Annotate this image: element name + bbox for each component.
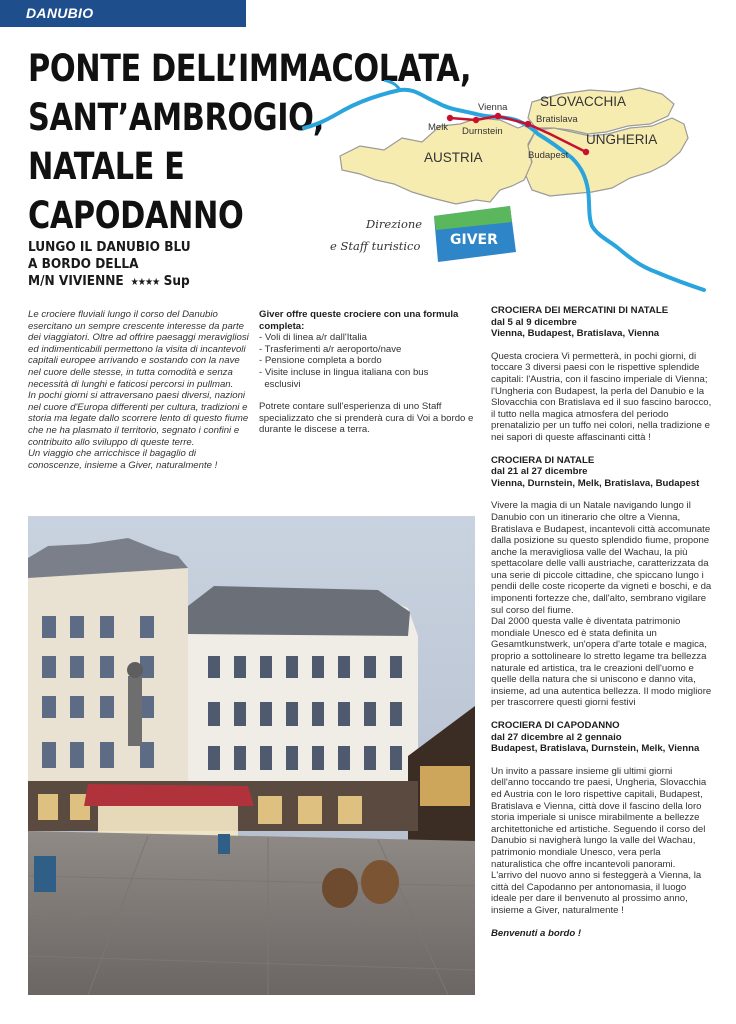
city-label: Bratislava bbox=[536, 114, 578, 125]
giver-logo: GIVER bbox=[450, 232, 498, 248]
rating-category: Sup bbox=[163, 273, 190, 289]
cruise-title: CROCIERA DI CAPODANNO bbox=[491, 720, 620, 731]
city-label: Melk bbox=[428, 122, 449, 133]
list-item: esclusivi bbox=[259, 378, 301, 390]
intro-paragraph: In pochi giorni si attraversano paesi diversi, nazioni nel cuore d'Europa differenti per cultura, tradizioni e storia ma legate dallo scorrere lento di questo fiume che ne ha plasmato il territorio, segnato i confini e contribuito allo sviluppo di queste terre. bbox=[28, 390, 249, 448]
title-line: SANT’AMBROGIO, bbox=[28, 96, 325, 139]
cruise-description: Un invito a passare insieme gli ultimi giorni dell'anno toccando tre paesi, Ungheria, Slovacchia ed Austria con le loro rispettive capitali, Budapest, Bratislava e Vienna, città dove il fascino della loro storia imperiale si unisce mirabilmente a bellezze architettoniche ed artistiche. Seguendo il corso del Danubio si navigherà lungo la valle del Wachau, patrimonio mondiale Unesco, vera perla naturalistica che offre incantevoli panorami. bbox=[491, 765, 707, 870]
country-label: AUSTRIA bbox=[424, 150, 483, 165]
city-dot-vienna bbox=[495, 113, 501, 119]
cruise-dates: dal 21 al 27 dicembre bbox=[491, 466, 588, 478]
cruise-dates: dal 27 dicembre al 2 gennaio bbox=[491, 731, 622, 743]
subtitle-ship-line bbox=[28, 273, 253, 291]
cruise-description: Dal 2000 questa valle è diventata patrimonio mondiale Unesco ed è stata definita un Gesamtkunstwerk, un'opera d'arte totale e magica, proprio a sottolineare lo stretto legame tra bellezza naturale ed artistica, tra le creazioni dell'uomo e quelle della natura che si uniscono e danno vita, insieme, ad una autentica bellezza. Il modo migliore per trascorrere questi giorni festivi bbox=[491, 616, 712, 709]
cruise-route: Vienna, Budapest, Bratislava, Vienna bbox=[491, 328, 660, 340]
intro-column bbox=[28, 309, 250, 471]
country-label: UNGHERIA bbox=[586, 132, 658, 147]
intro-paragraph: Le crociere fluviali lungo il corso del Danubio esercitano un sempre crescente interesse da parte dei viaggiatori. Oltre ad offrire paesaggi meravigliosi ed indimenticabili permettono la visita di incantevoli capitali europee arrivando e sostando con la nave nel cuore delle stesse, in tutta comodità e senza necessità di lunghi e faticosi percorsi in pullman. bbox=[28, 309, 249, 390]
formula-outro: Potrete contare sull'esperienza di uno Staff specializzato che si prenderà cura di Voi a bordo e durante le discese a terra. bbox=[259, 401, 474, 436]
city-dot-bratislava bbox=[525, 121, 531, 127]
list-item: - Pensione completa a bordo bbox=[259, 355, 382, 367]
list-item: - Voli di linea a/r dall'Italia bbox=[259, 332, 367, 344]
city-label: Durnstein bbox=[462, 126, 503, 137]
list-item: - Visite incluse in lingua italiana con bus bbox=[259, 366, 429, 378]
cruise-title: CROCIERA DEI MERCATINI DI NATALE bbox=[491, 305, 669, 316]
subtitle-line: A BORDO DELLA bbox=[28, 256, 139, 272]
danube-map bbox=[300, 80, 720, 300]
cruises-column bbox=[491, 305, 713, 939]
cruise-route: Vienna, Durnstein, Melk, Bratislava, Budapest bbox=[491, 477, 700, 489]
brand-tagline: e Staff turistico bbox=[330, 239, 421, 253]
formula-column bbox=[259, 309, 481, 436]
formula-intro: Giver offre queste crociere con una formula completa: bbox=[259, 309, 459, 332]
city-label: Budapest bbox=[528, 150, 569, 161]
subtitle-line: LUNGO IL DANUBIO BLU bbox=[28, 239, 191, 255]
title-line: CAPODANNO bbox=[28, 194, 244, 237]
title-line: NATALE E bbox=[28, 145, 185, 188]
list-item: - Trasferimenti a/r aeroporto/nave bbox=[259, 343, 402, 355]
cruise-description: L'arrivo del nuovo anno si festeggerà a Vienna, la città del Capodanno per antonomasia, il luogo ideale per dare il benvenuto al prossimo anno, insieme a Giver, naturalmente ! bbox=[491, 870, 702, 916]
river-tributary bbox=[384, 80, 400, 90]
cruise-description: Questa crociera Vi permetterà, in pochi giorni, di toccare 3 diversi paesi con le rispettive splendide capitali: l'Austria, con il fascino imperiale di Vienna; l'Ungheria con Budapest, la perla del Danubio e la Slovacchia con Bratislava ed il suo fascino barocco, il tutto nella magica atmosfera del periodo prenatalizio per un tuffo nei colori, nella tradizione e nei sapori di queste affascinanti città ! bbox=[491, 350, 712, 443]
cruise-dates: dal 5 al 9 dicembre bbox=[491, 316, 577, 328]
cruise-title: CROCIERA DI NATALE bbox=[491, 454, 595, 466]
country-label: SLOVACCHIA bbox=[540, 94, 627, 109]
city-dot-durnstein bbox=[473, 117, 479, 123]
cruise-route: Budapest, Bratislava, Durnstein, Melk, Vienna bbox=[491, 743, 700, 755]
city-dot-budapest bbox=[583, 149, 589, 155]
closing-line: Benvenuti a bordo ! bbox=[491, 927, 582, 939]
rating-stars: ★★★★ bbox=[130, 277, 160, 288]
city-dot-melk bbox=[447, 115, 453, 121]
title-line: PONTE DELL’IMMACOLATA, bbox=[28, 47, 472, 90]
bratislava-square-photo bbox=[28, 516, 475, 995]
intro-paragraph: Un viaggio che arricchisce il bagaglio di conoscenze, insieme a Giver, naturalmente ! bbox=[28, 448, 218, 471]
section-tag bbox=[0, 0, 246, 27]
subtitle bbox=[28, 239, 253, 291]
city-label: Vienna bbox=[478, 102, 508, 113]
brand-tagline: Direzione bbox=[366, 217, 423, 231]
formula-list bbox=[259, 332, 481, 390]
section-tag-label: DANUBIO bbox=[26, 5, 94, 21]
ship-name: M/N VIVIENNE bbox=[28, 273, 124, 289]
cruise-description: Vivere la magia di un Natale navigando lungo il Danubio con un itinerario che oltre a Vienna, Bratislava e Budapest, incantevoli città accomunate dalla posizione su questo splendido fiume, propone anche la meravigliosa valle del Wachau, la più spettacolare delle valli austriache, caratterizzata da una serie di piccole cittadine, che spiccano lungo i pendii delle coste ricoperte da vigneti e boschi, e da imponenti fortezze che, dall'alto, sembrano vigilare sul corso del fiume. bbox=[491, 500, 712, 616]
